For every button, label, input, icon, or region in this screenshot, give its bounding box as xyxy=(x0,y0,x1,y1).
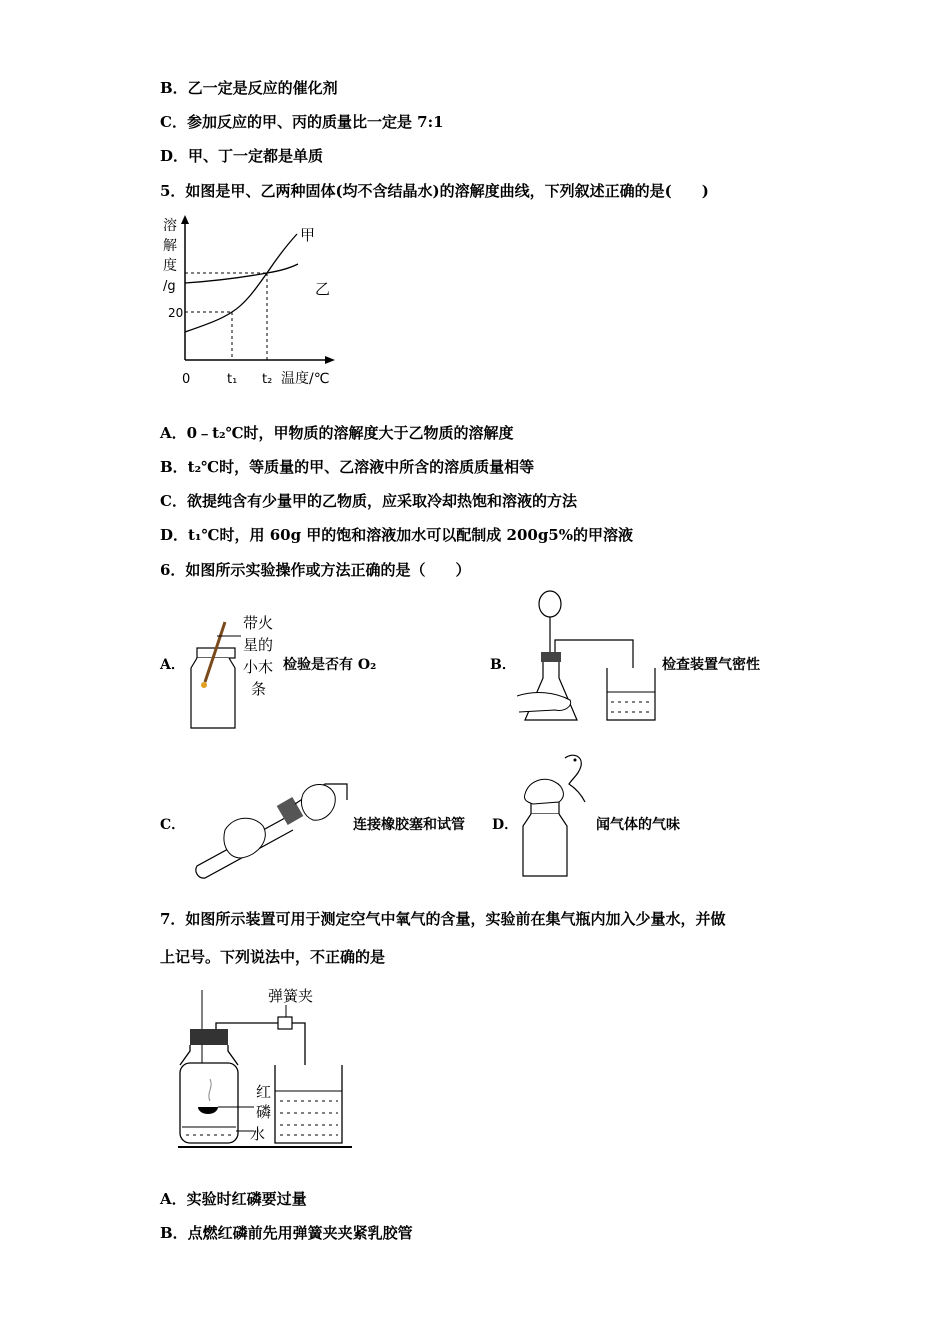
eye xyxy=(574,759,577,762)
hand-waving xyxy=(524,779,563,804)
solubility-chart xyxy=(155,210,355,395)
q6-option-a-text: 检验是否有 O₂ xyxy=(283,657,377,673)
splint-label-2: 星的 xyxy=(243,636,274,654)
red-p-label-2: 磷 xyxy=(256,1103,272,1121)
bottle-shoulder xyxy=(180,1045,238,1065)
y-label-4: /g xyxy=(163,279,176,294)
y-tick-20: 20 xyxy=(168,306,184,320)
q5-option-d: D．t₁℃时，用 60g 甲的饱和溶液加水可以配制成 200g5%的甲溶液 xyxy=(160,526,634,544)
gas-bottle xyxy=(191,658,235,728)
series-label-yi: 乙 xyxy=(315,280,331,298)
q5-stem: 5．如图是甲、乙两种固体(均不含结晶水)的溶解度曲线，下列叙述正确的是( ) xyxy=(160,182,709,200)
series-label-jia: 甲 xyxy=(300,226,316,244)
x-axis-label: 温度/℃ xyxy=(281,371,330,387)
beaker xyxy=(275,1065,342,1143)
left-hand xyxy=(224,818,265,858)
q6-figure-c xyxy=(185,770,355,880)
collection-bottle xyxy=(180,1063,238,1143)
q5-option-c: C．欲提纯含有少量甲的乙物质，应采取冷却热饱和溶液的方法 xyxy=(160,492,577,510)
ember xyxy=(201,682,207,688)
y-label-3: 度 xyxy=(163,258,177,274)
stopper xyxy=(190,1029,228,1045)
q7-stem-line-2: 上记号。下列说法中，不正确的是 xyxy=(160,948,386,966)
q4-option-d: D．甲、丁一定都是单质 xyxy=(160,147,324,165)
q7-option-b: B．点燃红磷前先用弹簧夹夹紧乳胶管 xyxy=(160,1224,413,1242)
q7-stem-line-1: 7．如图所示装置可用于测定空气中氧气的含量，实验前在集气瓶内加入少量水，并做 xyxy=(160,910,726,928)
x-axis-arrow xyxy=(325,356,335,364)
q6-option-a-letter: A． xyxy=(160,657,185,673)
red-p-label-1: 红 xyxy=(256,1083,272,1101)
splint-label-3: 小木 xyxy=(243,658,274,676)
q6-option-b-letter: B． xyxy=(490,657,516,673)
q6-figure-a xyxy=(185,610,285,735)
curve-jia xyxy=(185,234,297,332)
q4-option-b: B．乙一定是反应的催化剂 xyxy=(160,79,338,97)
face xyxy=(565,755,585,802)
y-label-2: 解 xyxy=(163,238,177,254)
q6-figure-d xyxy=(515,750,605,880)
splint-label-4: 条 xyxy=(251,680,267,698)
funnel-bulb xyxy=(539,591,561,617)
q5-option-a: A．0﹣t₂℃时，甲物质的溶解度大于乙物质的溶解度 xyxy=(160,424,514,442)
q6-stem: 6．如图所示实验操作或方法正确的是（ ） xyxy=(160,561,471,579)
y-axis-arrow xyxy=(181,215,189,224)
clamp-label: 弹簧夹 xyxy=(268,987,314,1005)
q6-option-d-text: 闻气体的气味 xyxy=(596,817,680,833)
water-label: 水 xyxy=(250,1125,266,1143)
q6-option-b-text: 检查装置气密性 xyxy=(662,657,760,673)
flask-stopper xyxy=(541,652,561,662)
q4-option-c: C．参加反应的甲、丙的质量比一定是 7:1 xyxy=(160,113,444,131)
y-label-1: 溶 xyxy=(163,218,177,234)
x-tick-t2: t₂ xyxy=(262,372,273,387)
right-hand xyxy=(301,784,335,820)
q6-option-c-letter: C． xyxy=(160,817,186,833)
q7-option-a: A．实验时红磷要过量 xyxy=(160,1190,307,1208)
gas-bottle xyxy=(523,814,567,876)
q7-apparatus xyxy=(170,985,360,1155)
q6-option-c-text: 连接橡胶塞和试管 xyxy=(353,817,465,833)
q6-figure-b xyxy=(515,588,665,733)
q6-option-d-letter: D． xyxy=(492,817,519,833)
splint-label-1: 带火 xyxy=(243,614,274,632)
x-tick-t1: t₁ xyxy=(227,372,238,387)
spring-clamp xyxy=(278,1017,292,1029)
q5-option-b: B．t₂℃时，等质量的甲、乙溶液中所含的溶质质量相等 xyxy=(160,458,535,476)
x-tick-origin: 0 xyxy=(182,372,191,387)
